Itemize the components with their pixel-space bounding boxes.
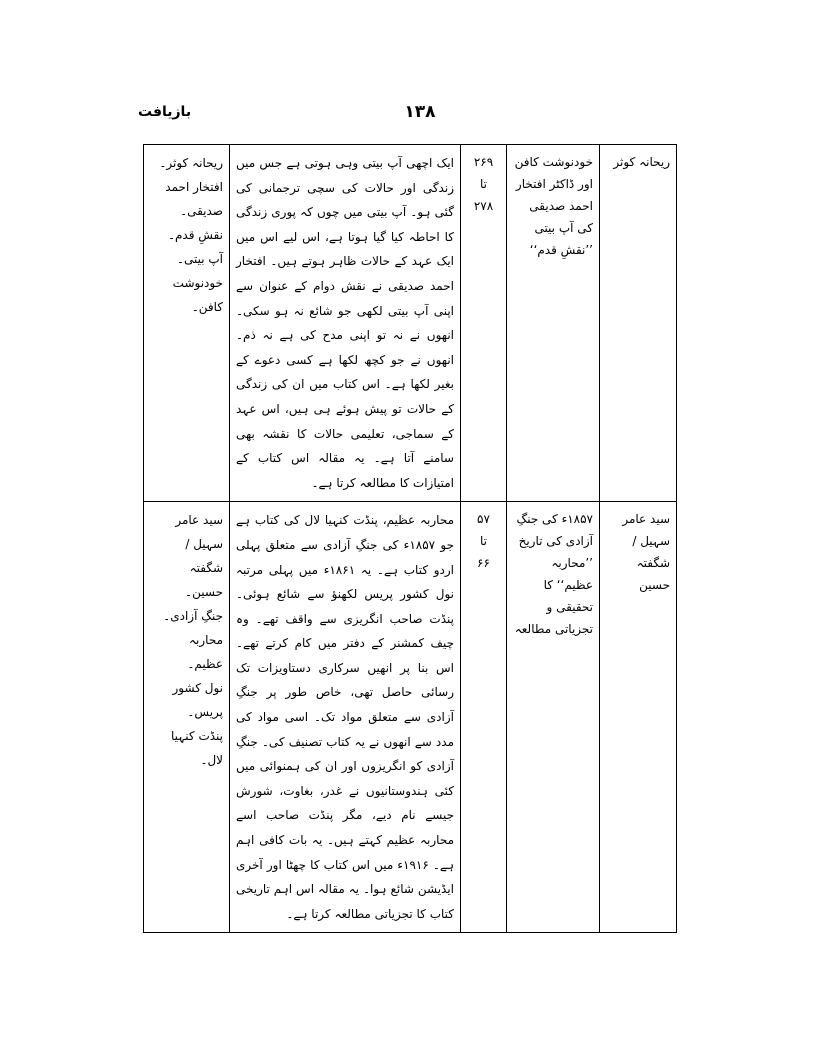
keyword: پنڈت کنہیا لال۔ [170, 729, 223, 768]
page-range-separator: تا [480, 177, 487, 191]
article-title-cell: خودنوشت کافن اور ڈاکٹر افتخار احمد صدیقی کی آپ بیتی ’’نقشِ قدم‘‘ [507, 145, 600, 502]
running-title: بازیافت [138, 104, 192, 120]
keyword: افتخار احمد صدیقی۔ [165, 180, 223, 218]
keyword: آپ بیتی۔ [176, 252, 223, 266]
article-title-cell: ۱۸۵۷ء کی جنگِ آزادی کی تاریخ ’’محاربہ عظیم‘‘ کا تحقیقی و تجزیاتی مطالعہ [507, 502, 600, 933]
page-range-cell [461, 502, 507, 933]
keyword: نقشِ قدم۔ [167, 228, 223, 242]
keyword: ریحانہ کوثر۔ [159, 156, 223, 170]
author-cell: سید عامر سہیل / شگفتہ حسین [600, 502, 677, 933]
abstract-cell: ایک اچھی آپ بیتی وہی ہوتی ہے جس میں زندگی اور حالات کی سچی ترجمانی کی گئی ہو۔ آپ بیتی میں چوں کہ پوری زندگی کا احاطہ کیا گیا ہوتا ہے، اس لیے اس میں ایک عہد کے حالات ظاہر ہوتے ہیں۔ افتخار احمد صدیقی نے نقش دوام کے عنوان سے اپنی آپ بیتی لکھی جو شائع نہ ہو سکی۔ انھوں نے نہ تو اپنی مدح کی ہے نہ ذم۔ انھوں نے جو کچھ لکھا ہے کسی دعوے کے بغیر لکھا ہے۔ اس کتاب میں ان کی زندگی کے حالات تو پیش ہوئے ہی ہیں، اس عہد کے سماجی، تعلیمی حالات کا نقشہ بھی سامنے آتا ہے۔ یہ مقالہ اس کتاب کے امتیازات کا مطالعہ کرتا ہے۔ [230, 145, 461, 502]
keywords-cell [144, 502, 230, 933]
abstract-cell: محاربہ عظیم، پنڈت کنہیا لال کی کتاب ہے جو ۱۸۵۷ء کی جنگِ آزادی سے متعلق پہلی اردو کتاب ہے۔ یہ ۱۸۶۱ء میں پہلی مرتبہ نول کشور پریس لکھنؤ سے شائع ہوئی۔ پنڈت صاحب انگریزی سے واقف تھے۔ وہ چیف کمشنر کے دفتر میں کام کرتے تھے۔ اس بنا پر انھیں سرکاری دستاویزات تک رسائی حاصل تھی، خاص طور پر جنگِ آزادی سے متعلق مواد تک۔ اسی مواد کی مدد سے انھوں نے یہ کتاب تصنیف کی۔ جنگِ آزادی کو انگریزوں اور ان کی ہمنوائی میں کئی ہندوستانیوں نے غدر، بغاوت، شورش جیسے نام دیے، مگر پنڈت صاحب اسے محاربہ عظیم کہتے ہیں۔ یہ بات کافی اہم ہے۔ ۱۹۱۶ء میں اس کتاب کا چھٹا اور آخری ایڈیشن شائع ہوا۔ یہ مقالہ اس اہم تاریخی کتاب کا تجزیاتی مطالعہ کرتا ہے۔ [230, 502, 461, 933]
page-start: ۵۷ [477, 512, 490, 527]
keyword: جنگِ آزادی۔ [163, 609, 223, 624]
bibliography-table [143, 144, 677, 933]
author-cell: ریحانہ کوثر [600, 145, 677, 502]
page-range-separator: تا [480, 534, 487, 549]
page-header [0, 100, 816, 130]
page-range-cell [461, 145, 507, 502]
keyword: سید عامر سہیل / [175, 513, 223, 552]
table-row [144, 502, 677, 933]
page-start: ۲۶۹ [473, 155, 494, 169]
table-row [144, 145, 677, 502]
page-end: ۶۶ [477, 556, 490, 571]
keyword: نول کشور پریس۔ [172, 681, 223, 720]
page-number: ۱۳۸ [404, 102, 436, 122]
keyword: خودنوشت کافن۔ [172, 276, 223, 314]
keywords-cell [144, 145, 230, 502]
page-end: ۲۷۸ [473, 199, 494, 213]
keyword: محاربہ عظیم۔ [187, 633, 223, 672]
keyword: شگفتہ حسین۔ [185, 561, 223, 600]
